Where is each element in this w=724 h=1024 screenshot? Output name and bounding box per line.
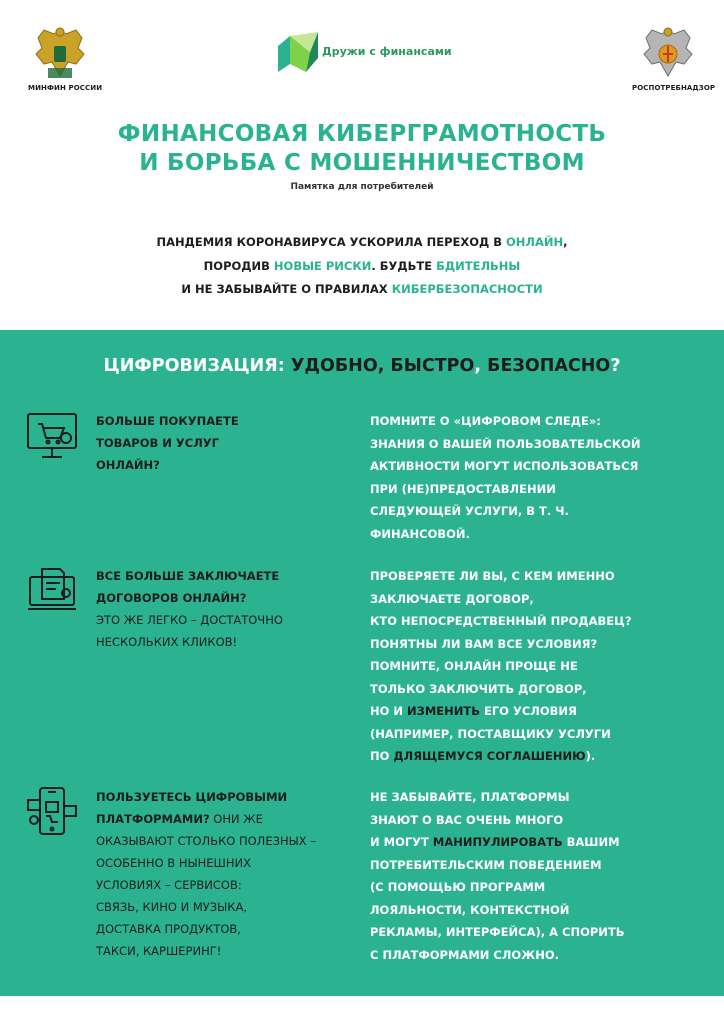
page-subtitle: Памятка для потребителей: [290, 182, 434, 192]
lead-highlight: ОНЛАЙН: [506, 235, 564, 249]
answer-line: ЗНАНИЯ О ВАШЕЙ ПОЛЬЗОВАТЕЛЬСКОЙ: [370, 436, 641, 451]
org-name-right: РОСПОТРЕБНАДЗОР: [632, 84, 716, 92]
answer-line: ПОМНИТЕ О «ЦИФРОВОМ СЛЕДЕ»:: [370, 414, 601, 428]
answer-line: ПРОВЕРЯЕТЕ ЛИ ВЫ, С КЕМ ИМЕННО: [370, 569, 615, 583]
online-contract-icon: [26, 565, 78, 617]
answer-text: НО И: [370, 704, 408, 718]
question-line: ПОЛЬЗУЕТЕСЬ ЦИФРОВЫМИ: [96, 790, 288, 804]
bottom-strip: [0, 996, 724, 1024]
answer-emphasis: МАНИПУЛИРОВАТЬ: [432, 835, 563, 849]
answer-line: ЗНАЮТ О ВАС ОЧЕНЬ МНОГО: [370, 812, 564, 827]
lead-text: . БУДЬТЕ: [371, 259, 437, 273]
section-heading-text: ?: [610, 356, 621, 376]
question-line: [96, 808, 356, 830]
question-line: ДОГОВОРОВ ОНЛАЙН?: [96, 591, 247, 605]
question-line: ЭТО ЖЕ ЛЕГКО – ДОСТАТОЧНО: [96, 613, 283, 627]
lead-text: И НЕ ЗАБЫВАЙТЕ О ПРАВИЛАХ: [181, 282, 392, 296]
answer-line: ТОЛЬКО ЗАКЛЮЧИТЬ ДОГОВОР,: [370, 681, 587, 696]
answer-line: ПОТРЕБИТЕЛЬСКИМ ПОВЕДЕНИЕМ: [370, 857, 602, 872]
answer-line: С ПЛАТФОРМАМИ СЛОЖНО.: [370, 947, 560, 962]
digital-platforms-icon: [26, 786, 78, 838]
minfin-emblem-icon: [28, 24, 92, 82]
answer-line: СЛЕДУЮЩЕЙ УСЛУГИ, В Т. Ч.: [370, 504, 569, 518]
answer-line: АКТИВНОСТИ МОГУТ ИСПОЛЬЗОВАТЬСЯ: [370, 459, 639, 473]
answer-text: ВАШИМ: [562, 835, 620, 849]
item-2-answer: [370, 565, 710, 768]
item-1-question: [96, 410, 356, 476]
question-line: УСЛОВИЯХ – СЕРВИСОВ:: [96, 878, 242, 892]
question-line: ОКАЗЫВАЮТ СТОЛЬКО ПОЛЕЗНЫХ –: [96, 834, 317, 848]
section-heading-dark: УДОБНО, БЫСТРО: [290, 356, 475, 376]
lead-line-3: [0, 281, 724, 297]
lead-text: ПОРОДИВ: [203, 259, 274, 273]
lead-line-1: [0, 234, 724, 250]
answer-text: И МОГУТ: [370, 835, 433, 849]
answer-text: ПО: [370, 749, 394, 763]
item-3-question: [96, 786, 356, 962]
question-line: ОНЛАЙН?: [96, 458, 160, 472]
answer-line: (С ПОМОЩЬЮ ПРОГРАММ: [370, 880, 546, 894]
question-line: ОСОБЕННО В НЫНЕШНИХ: [96, 856, 251, 870]
question-text: ОНИ ЖЕ: [209, 812, 263, 826]
online-shopping-icon: [26, 410, 78, 462]
question-line: СВЯЗЬ, КИНО И МУЗЫКА,: [96, 900, 247, 914]
question-line: ДОСТАВКА ПРОДУКТОВ,: [96, 922, 241, 936]
answer-text: ЕГО УСЛОВИЯ: [480, 704, 577, 718]
lead-text: ПАНДЕМИЯ КОРОНАВИРУСА УСКОРИЛА ПЕРЕХОД В: [156, 235, 507, 249]
question-line: ВСЕ БОЛЬШЕ ЗАКЛЮЧАЕТЕ: [96, 569, 280, 583]
question-line: БОЛЬШЕ ПОКУПАЕТЕ: [96, 414, 239, 428]
answer-line: НЕ ЗАБЫВАЙТЕ, ПЛАТФОРМЫ: [370, 790, 570, 804]
question-line: ТОВАРОВ И УСЛУГ: [96, 436, 219, 450]
lead-text: ,: [563, 235, 568, 249]
question-line: НЕСКОЛЬКИХ КЛИКОВ!: [96, 635, 238, 649]
answer-emphasis: ДЛЯЩЕМУСЯ СОГЛАШЕНИЮ: [393, 749, 586, 763]
lead-highlight: КИБЕРБЕЗОПАСНОСТИ: [391, 282, 543, 296]
item-2-question: [96, 565, 356, 653]
answer-line: [370, 700, 710, 723]
question-line: ТАКСИ, КАРШЕРИНГ!: [96, 944, 222, 958]
page-title-line1: ФИНАНСОВАЯ КИБЕРГРАМОТНОСТЬ: [117, 121, 607, 147]
page-title-line2: И БОРЬБА С МОШЕННИЧЕСТВОМ: [139, 150, 585, 176]
section-heading: [0, 356, 724, 376]
question-bold: ПЛАТФОРМАМИ?: [96, 812, 210, 826]
lead-highlight: НОВЫЕ РИСКИ: [273, 259, 372, 273]
brand-name: Дружи с финансами: [322, 45, 452, 58]
answer-line: ФИНАНСОВОЙ.: [370, 526, 470, 541]
answer-line: [370, 831, 710, 854]
brand-logo-icon: [276, 28, 320, 76]
item-3-answer: [370, 786, 710, 966]
answer-line: [370, 745, 710, 768]
answer-line: ПРИ (НЕ)ПРЕДОСТАВЛЕНИИ: [370, 481, 556, 496]
answer-line: КТО НЕПОСРЕДСТВЕННЫЙ ПРОДАВЕЦ?: [370, 614, 632, 628]
answer-line: ЛОЯЛЬНОСТИ, КОНТЕКСТНОЙ: [370, 902, 570, 917]
lead-line-2: [0, 258, 724, 274]
answer-line: ЗАКЛЮЧАЕТЕ ДОГОВОР,: [370, 591, 534, 606]
org-name-left: МИНФИН РОССИИ: [28, 84, 103, 92]
answer-line: (НАПРИМЕР, ПОСТАВЩИКУ УСЛУГИ: [370, 726, 611, 741]
answer-line: РЕКЛАМЫ, ИНТЕРФЕЙСА), А СПОРИТЬ: [370, 925, 625, 939]
answer-text: ).: [585, 749, 596, 763]
section-heading-text: ,: [474, 356, 488, 376]
rospotrebnadzor-emblem-icon: [636, 24, 700, 82]
lead-highlight: БДИТЕЛЬНЫ: [436, 259, 521, 273]
answer-line: ПОМНИТЕ, ОНЛАЙН ПРОЩЕ НЕ: [370, 659, 578, 673]
answer-emphasis: ИЗМЕНИТЬ: [407, 704, 480, 718]
item-1-answer: [370, 410, 710, 545]
section-heading-text: ЦИФРОВИЗАЦИЯ:: [103, 356, 291, 376]
answer-line: ПОНЯТНЫ ЛИ ВАМ ВСЕ УСЛОВИЯ?: [370, 636, 598, 651]
section-heading-dark: БЕЗОПАСНО: [487, 356, 611, 376]
